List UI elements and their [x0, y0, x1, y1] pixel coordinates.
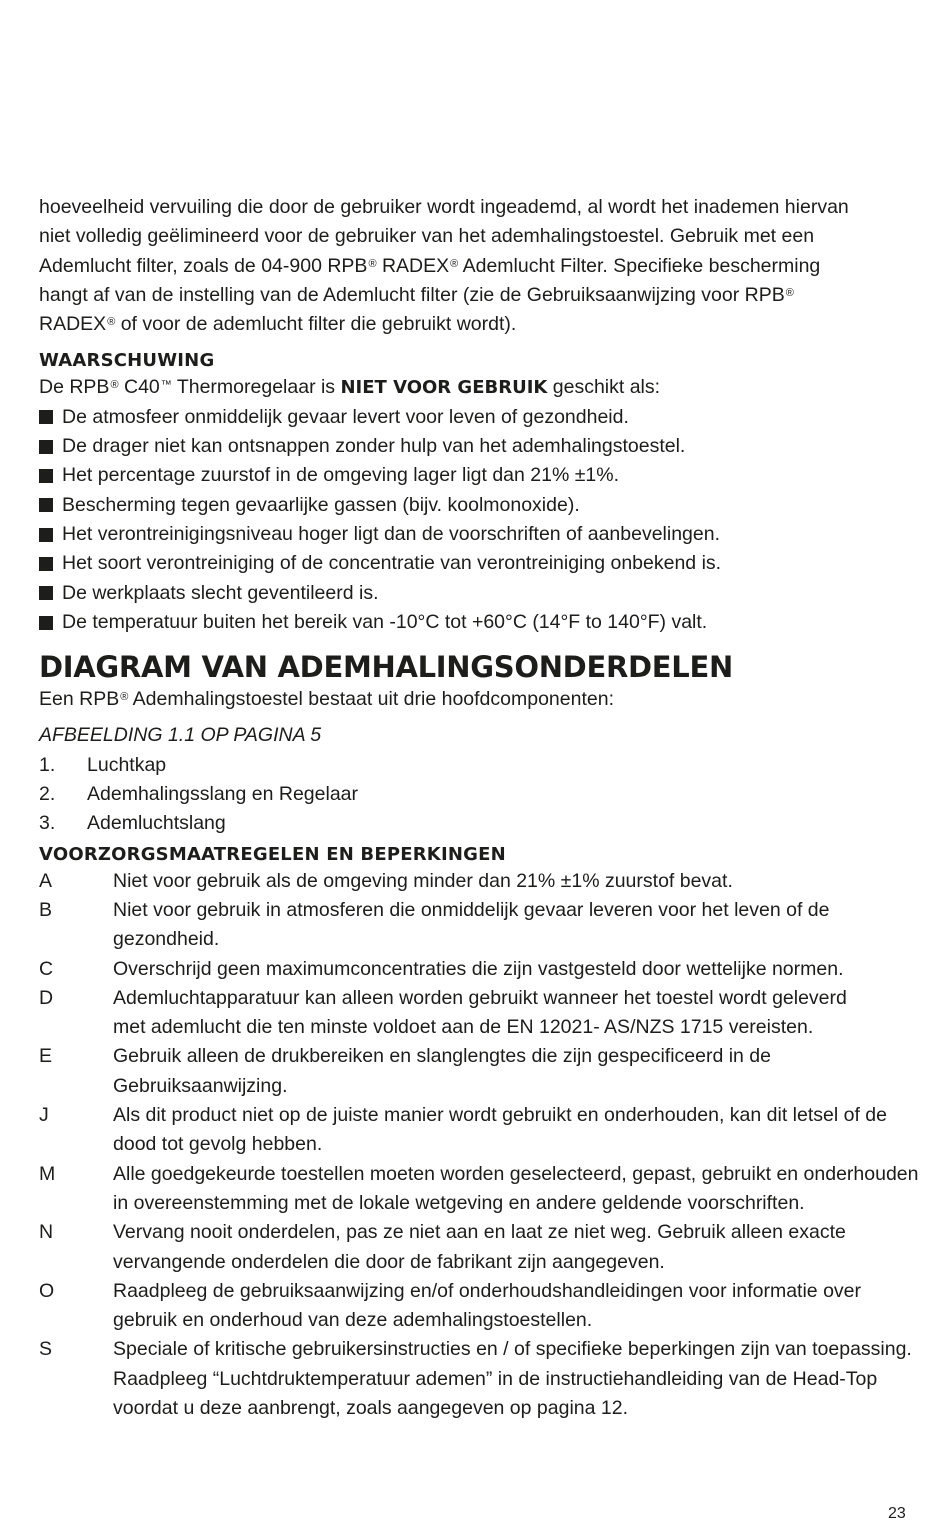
- square-bullet-icon: [39, 586, 53, 600]
- intro-text: hoeveelheid vervuiling die door de gebruiker wordt ingeademd, al wordt het inademen hiervan: [39, 196, 849, 218]
- precaution-text: Ademluchtapparatuur kan alleen worden gebruikt wanneer het toestel wordt geleverd met ademlucht die ten minste voldoet aan de EN 12021- AS/NZS 1715 vereisten.: [113, 986, 847, 1039]
- list-item: [39, 1160, 919, 1219]
- list-item-text: De temperatuur buiten het bereik van -10°C tot +60°C (14°F to 140°F) valt.: [62, 610, 708, 633]
- warning-emphasis: NIET VOOR GEBRUIK: [340, 377, 548, 399]
- warning-lead-text: Thermoregelaar is: [171, 376, 341, 399]
- intro-line: [39, 310, 919, 339]
- diagram-intro: [39, 685, 919, 714]
- precaution-text: Raadpleeg de gebruiksaanwijzing en/of onderhoudshandleidingen voor informatie over gebruik en onderhoud van deze ademhalingstoestellen.: [113, 1279, 862, 1332]
- list-item-text: Het percentage zuurstof in de omgeving lager ligt dan 21% ±1%.: [62, 464, 620, 487]
- list-item: [39, 432, 919, 461]
- intro-line: [39, 193, 919, 222]
- warning-lead-text: De RPB: [39, 376, 110, 399]
- page-number: 23: [888, 1505, 906, 1522]
- precaution-code: C: [39, 957, 54, 980]
- intro-text: hangt af van de instelling van de Ademlucht filter (zie de Gebruiksaanwijzing voor RPB: [39, 283, 785, 306]
- diagram-intro-text: Een RPB: [39, 688, 120, 711]
- list-number: 1.: [39, 753, 56, 776]
- intro-text: Ademlucht filter, zoals de 04-900 RPB: [39, 254, 368, 277]
- list-item-text: Ademluchtslang: [87, 812, 226, 835]
- precaution-code: A: [39, 869, 53, 892]
- square-bullet-icon: [39, 616, 53, 630]
- intro-text: RADEX: [376, 254, 450, 277]
- figure-reference: AFBEELDING 1.1 OP PAGINA 5: [39, 724, 322, 747]
- list-item: [39, 1277, 919, 1336]
- warning-lead: [39, 373, 919, 402]
- precaution-code: O: [39, 1279, 55, 1302]
- list-item: [39, 984, 919, 1043]
- list-item-text: Het verontreinigingsniveau hoger ligt dan de voorschriften of aanbevelingen.: [62, 522, 721, 545]
- registered-mark: ®: [450, 257, 459, 270]
- precaution-text: Niet voor gebruik als de omgeving minder dan 21% ±1% zuurstof bevat.: [113, 869, 733, 892]
- list-item-text: Ademhalingsslang en Regelaar: [87, 783, 359, 806]
- list-item-text: Bescherming tegen gevaarlijke gassen (bijv. koolmonoxide).: [62, 493, 580, 516]
- list-item: [39, 780, 919, 809]
- diagram-heading: DIAGRAM VAN ADEMHALINGSONDERDELEN: [39, 650, 733, 685]
- precaution-code: M: [39, 1162, 56, 1185]
- precaution-code: S: [39, 1338, 53, 1361]
- intro-line: [39, 281, 919, 310]
- list-item: [39, 491, 919, 520]
- list-item: [39, 549, 919, 578]
- precautions-list: [39, 867, 919, 1424]
- list-number: 3.: [39, 812, 56, 835]
- precaution-code: N: [39, 1221, 54, 1244]
- page-content: [39, 193, 919, 1423]
- square-bullet-icon: [39, 528, 53, 542]
- square-bullet-icon: [39, 498, 53, 512]
- parts-list: [39, 751, 919, 839]
- precaution-text: Speciale of kritische gebruikersinstructies en / of specifieke beperkingen zijn van toepassing. Raadpleeg “Luchtdruktemperatuur ademen” in de instructiehandleiding van de Head-Top voordat u deze aanbrengt, zoals aangegeven op pagina 12.: [113, 1338, 912, 1419]
- list-item: [39, 608, 919, 637]
- list-item: [39, 520, 919, 549]
- square-bullet-icon: [39, 410, 53, 424]
- registered-mark: ®: [110, 379, 119, 392]
- list-item-text: De werkplaats slecht geventileerd is.: [62, 581, 379, 604]
- list-item: [39, 403, 919, 432]
- precaution-text: Overschrijd geen maximumconcentraties die zijn vastgesteld door wettelijke normen.: [113, 957, 844, 980]
- list-item-text: Het soort verontreiniging of de concentratie van verontreiniging onbekend is.: [62, 552, 722, 575]
- list-item: [39, 579, 919, 608]
- precaution-code: E: [39, 1045, 53, 1068]
- registered-mark: ®: [107, 316, 116, 329]
- precaution-code: B: [39, 898, 53, 921]
- list-number: 2.: [39, 783, 56, 806]
- list-item: [39, 867, 919, 896]
- trademark-mark: ™: [160, 379, 172, 392]
- precaution-text: Als dit product niet op de juiste manier wordt gebruikt en onderhouden, kan dit letsel of de dood tot gevolg hebben.: [113, 1104, 887, 1156]
- warning-heading: WAARSCHUWING: [39, 350, 215, 372]
- intro-line: [39, 252, 919, 281]
- precaution-text: Niet voor gebruik in atmosferen die onmiddelijk gevaar leveren voor het leven of de gezondheid.: [113, 898, 830, 951]
- warning-list: [39, 403, 919, 637]
- list-item-text: De atmosfeer onmiddelijk gevaar levert voor leven of gezondheid.: [62, 405, 629, 428]
- list-item: [39, 1218, 919, 1277]
- list-item: [39, 751, 919, 780]
- diagram-intro-text: Ademhalingstoestel bestaat uit drie hoofdcomponenten:: [128, 688, 614, 711]
- list-item: [39, 955, 919, 984]
- square-bullet-icon: [39, 469, 53, 483]
- list-item: [39, 896, 919, 955]
- precaution-text: Vervang nooit onderdelen, pas ze niet aan en laat ze niet weg. Gebruik alleen exacte vervangende onderdelen die door de fabrikant zijn aangegeven.: [113, 1221, 846, 1273]
- list-item-text: Luchtkap: [87, 753, 167, 776]
- list-item-text: De drager niet kan ontsnappen zonder hulp van het ademhalingstoestel.: [62, 435, 686, 458]
- warning-lead-text: geschikt als:: [547, 376, 661, 399]
- precaution-text: Alle goedgekeurde toestellen moeten worden geselecteerd, gepast, gebruikt en onderhouden in overeenstemming met de lokale wetgeving en andere geldende voorschriften.: [113, 1162, 919, 1214]
- precaution-code: J: [39, 1104, 49, 1127]
- intro-text: Ademlucht Filter. Specifieke bescherming: [458, 254, 821, 277]
- precaution-text: Gebruik alleen de drukbereiken en slanglengtes die zijn gespecificeerd in de Gebruiksaanwijzing.: [113, 1045, 772, 1097]
- intro-text: RADEX: [39, 313, 107, 336]
- square-bullet-icon: [39, 440, 53, 454]
- list-item: [39, 809, 919, 838]
- intro-text: niet volledig geëlimineerd voor de gebruiker van het ademhalingstoestel. Gebruik met een: [39, 225, 815, 248]
- warning-lead-text: C40: [118, 376, 160, 399]
- precaution-code: D: [39, 986, 54, 1009]
- registered-mark: ®: [368, 257, 377, 270]
- list-item: [39, 1042, 919, 1101]
- intro-line: [39, 222, 919, 251]
- list-item: [39, 461, 919, 490]
- list-item: [39, 1101, 919, 1160]
- precautions-heading: VOORZORGSMAATREGELEN EN BEPERKINGEN: [39, 843, 506, 865]
- intro-paragraph: [39, 193, 919, 339]
- list-item: [39, 1335, 919, 1423]
- square-bullet-icon: [39, 557, 53, 571]
- registered-mark: ®: [785, 286, 794, 299]
- registered-mark: ®: [120, 691, 129, 704]
- intro-text: of voor de ademlucht filter die gebruikt wordt).: [115, 313, 517, 336]
